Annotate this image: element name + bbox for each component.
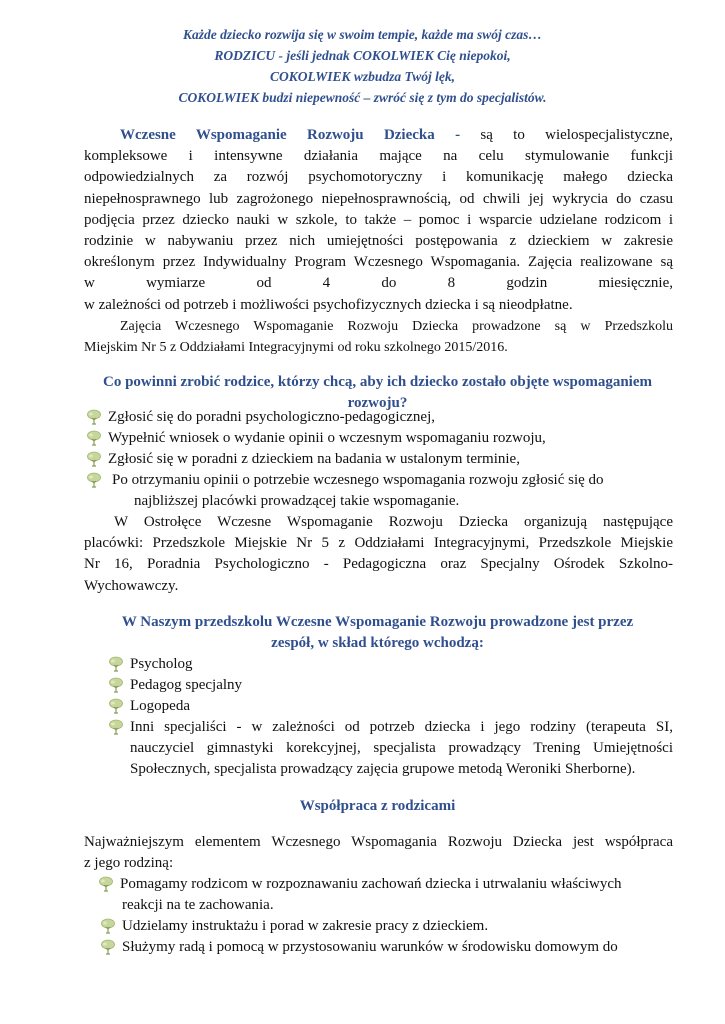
intro-note: Zajęcia Wczesnego Wspomaganie Rozwoju Dziecka prowadzone są w Przedszkolu (120, 318, 673, 334)
list-item (112, 470, 604, 491)
cooperation-item-text: Służymy radą i pomocą w przystosowaniu warunków w środowisku domowym do (122, 939, 618, 955)
list-item (108, 428, 546, 449)
tree-bullet-icon (86, 409, 102, 425)
list-item (108, 407, 435, 428)
intro-line: podjęcia przez dziecko nauki w szkole, to także – pomoc i wsparcie udzielane rodzicom i (84, 211, 673, 228)
cooperation-item-text: Udzielamy instruktażu i porad w zakresie pracy z dzieckiem. (122, 918, 489, 934)
team-item (130, 654, 193, 675)
intro-line: kompleksowe i intensywne działania mające na celu stymulowanie funkcji (84, 148, 673, 165)
intro-line: określonym przez Indywidualny Program Wczesnego Wspomagania. Zajęcia realizowane są (84, 254, 673, 271)
section1-para-line: Wychowawczy. (84, 577, 179, 594)
intro-paragraph (84, 125, 673, 358)
team-item-text: Pedagog specjalny (130, 677, 243, 693)
section3-heading: Współpraca z rodzicami (299, 798, 456, 814)
section1-para-line: placówki: Przedszkole Miejskie Nr 5 z Oddziałami Integracyjnymi, Przedszkole Miejskie (84, 535, 673, 552)
intro-line: odpowiedzialnych za rozwój psychomotoryczny i komunikację małego dziecka (84, 169, 673, 186)
list-item-text: Zgłosić się w poradni z dzieckiem na badania w ustalonym terminie, (108, 451, 520, 467)
tree-bullet-icon (100, 918, 116, 934)
motto-line: Każde dziecko rozwija się w swoim tempie, każde ma swój czas… (183, 27, 542, 42)
section1-heading-line: Co powinni zrobić rodzice, którzy chcą, aby ich dziecko zostało objęte wspomaganiem (103, 374, 652, 390)
cooperation-item (122, 937, 618, 958)
team-item-text: Inni specjaliści - w zależności od potrzeb dziecka i jego rodziny (terapeuta SI, (130, 719, 673, 735)
list-item-text: Zgłosić się do poradni psychologiczno-pedagogicznej, (108, 409, 435, 425)
tree-bullet-icon (100, 939, 116, 955)
section2-heading-line: W Naszym przedszkolu Wczesne Wspomaganie Rozwoju prowadzone jest przez (121, 614, 634, 630)
section1-para-line: Nr 16, Poradnia Psychologiczno - Pedagogiczna oraz Specjalny Ośrodek Szkolno- (84, 556, 673, 573)
motto (60, 24, 665, 108)
list-item-continuation: najbliższej placówki prowadzącej takie wspomaganie. (134, 493, 460, 509)
tree-bullet-icon (86, 430, 102, 446)
team-item (130, 696, 190, 717)
section3-para-line: z jego rodziną: (84, 855, 174, 872)
list-item (108, 449, 520, 470)
section1-para-line: W Ostrołęce Wczesne Wspomaganie Rozwoju Dziecka organizują następujące (114, 514, 673, 530)
section3-paragraph (84, 832, 673, 874)
team-item (130, 717, 673, 780)
cooperation-item-continuation: reakcji na te zachowania. (122, 897, 274, 913)
section2-heading-line: zespół, w skład którego wchodzą: (271, 635, 484, 651)
tree-bullet-icon (108, 719, 124, 735)
cooperation-item (120, 874, 621, 895)
motto-line: COKOLWIEK wzbudza Twój lęk, (269, 69, 456, 84)
list-item-text: Wypełnić wniosek o wydanie opinii o wczesnym wspomaganiu rozwoju, (108, 430, 546, 446)
tree-bullet-icon (86, 472, 102, 488)
section1-paragraph (84, 512, 673, 597)
intro-note: Miejskim Nr 5 z Oddziałami Integracyjnymi od roku szkolnego 2015/2016. (84, 340, 508, 356)
section3-para-line: Najważniejszym elementem Wczesnego Wspomagania Rozwoju Dziecka jest współpraca (84, 834, 673, 850)
intro-line: niepełnosprawnego lub zagrożonego niepełnosprawnością, od chwili jej wykrycia do czasu (84, 190, 673, 207)
tree-bullet-icon (108, 698, 124, 714)
motto-line: COKOLWIEK budzi niepewność – zwróć się z tym do specjalistów. (178, 90, 547, 105)
list-item-text: Po otrzymaniu opinii o potrzebie wczesnego wspomagania rozwoju zgłosić się do (112, 472, 604, 488)
tree-bullet-icon (108, 656, 124, 672)
tree-bullet-icon (108, 677, 124, 693)
intro-line: w wymiarze od 4 do 8 godzin miesięcznie, (84, 275, 673, 292)
intro-line: rodzinie w nabywaniu przez nich umiejętności postępowania z dzieckiem w zakresie (84, 233, 673, 250)
team-item-text: Społecznych, specjalista prowadzący zajęcia grupowe metodą Weroniki Sherborne). (130, 761, 636, 777)
tree-bullet-icon (86, 451, 102, 467)
intro-text: są to wielospecjalistyczne, (480, 127, 674, 143)
section1-heading-line: rozwoju? (347, 395, 408, 411)
team-item-text: nauczyciel gimnastyki korekcyjnej, specjalista prowadzący Trening Umiejętności (130, 740, 673, 756)
section2-heading (60, 612, 695, 654)
cooperation-item-text: Pomagamy rodzicom w rozpoznawaniu zachowań dziecka i utrwalaniu właściwych (120, 876, 622, 892)
tree-bullet-icon (98, 876, 114, 892)
team-item (130, 675, 242, 696)
intro-first-line (84, 125, 673, 146)
intro-last-line: w zależności od potrzeb i możliwości psychofizycznych dziecka i są nieodpłatne. (84, 296, 573, 313)
motto-line: RODZICU - jeśli jednak COKOLWIEK Cię niepokoi, (214, 48, 511, 63)
intro-lead: Wczesne Wspomaganie Rozwoju Dziecka - (120, 127, 461, 143)
team-item-text: Psycholog (130, 656, 193, 672)
team-item-text: Logopeda (130, 698, 190, 714)
cooperation-item (122, 916, 488, 937)
